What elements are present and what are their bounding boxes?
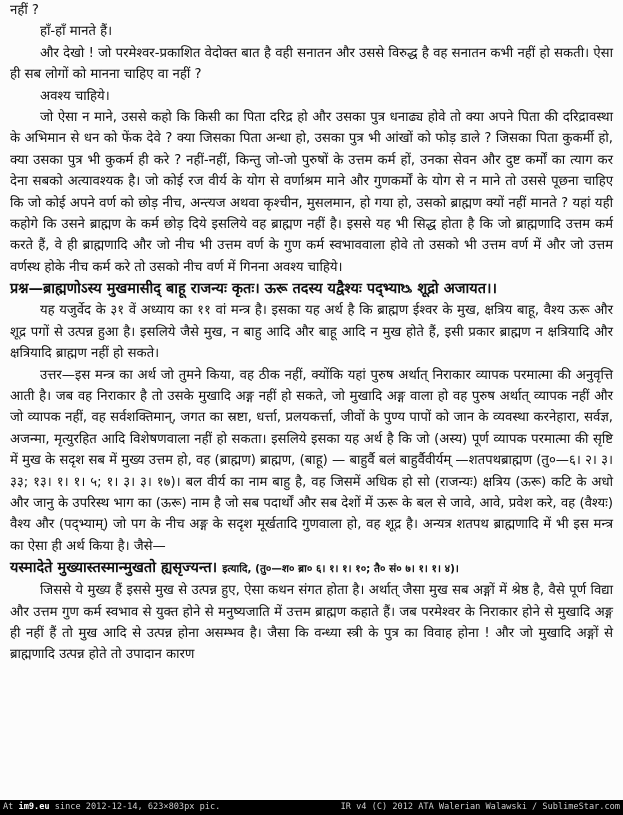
sanskrit-verse-quote [10, 557, 613, 580]
sanskrit-quote-reference: इत्यादि, (तु०—श० ब्रा० ६। १। १। १०; तै० सं० ७। १। १। ४)। [222, 563, 459, 576]
paragraph-short-reply: अवश्य चाहिये। [40, 88, 110, 104]
sanskrit-verse-question: प्रश्न—ब्राह्मणोऽस्य मुखमासीद् बाहू राजन्यः कृतः। ऊरू तदस्य यद्वैश्यः पद्भ्याᳬ शूद्रो अजायत।। [10, 281, 497, 298]
footer-prefix: At [3, 802, 19, 812]
footer-site-link[interactable]: im9.eu [18, 802, 50, 812]
text-line-question-end: नहीं ? [10, 3, 39, 18]
paragraph-agreement: हाँ-हाँ मानते हैं। [40, 24, 113, 40]
paragraph-yajurveda: यह यजुर्वेद के ३१ वें अध्याय का ११ वां मन्त्र है। इसका यह अर्थ है कि ब्राह्मण ईश्वर के मुख, क्षत्रिय बाहू, वैश्य ऊरू और शूद्र पगों से उत्पन्न हुआ है। इसलिये जैसे मुख, न बाहु आदि और बाहू आदि न मुख होते हैं, इसी प्रकार ब्राह्मण न क्षत्रियादि और क्षत्रियादि ब्राह्मण नहीं हो सकते। [10, 303, 613, 362]
footer-left-text [3, 800, 220, 815]
paragraph-sanatan: और देखो ! जो परमेश्वर-प्रकाशित वेदोक्त बात है वही सनातन और उससे विरुद्ध है वह सनातन कभी नहीं हो सकती। ऐसा ही सब लोगों को मानना चाहिए वा नहीं ? [10, 45, 613, 83]
footer-left-rest: since 2012-12-14, 623×803px pic. [49, 802, 221, 812]
paragraph-conclusion: जिससे ये मुख्य हैं इससे मुख से उत्पन्न हुए, ऐसा कथन संगत होता है। अर्थात् जैसा मुख सब अङ्गों में श्रेष्ठ है, वैसे पूर्ण विद्या और उत्तम गुण कर्म स्वभाव से युक्त होने से मनुष्यजाति में उत्तम ब्राह्मण कहाते हैं। जब परमेश्वर के निराकार होने से मुखादि अङ्ग ही नहीं हैं तो मुख आदि से उत्पन्न होना असम्भव है। जैसा कि वन्ध्या स्त्री के पुत्र का विवाह होना ! और जो मुखादि अङ्गों से ब्राह्मणादि उत्पन्न होते तो उपादान कारण [10, 583, 613, 663]
paragraph-answer: उत्तर—इस मन्त्र का अर्थ जो तुमने किया, वह ठीक नहीं, क्योंकि यहां पुरुष अर्थात् निराकार व्यापक परमात्मा की अनुवृत्ति आती है। जब वह निराकार है तो उसके मुखादि अङ्ग नहीं हो सकते, जो मुखादि अङ्ग वाला हो वह पुरुष अर्थात् व्यापक नहीं और जो व्यापक नहीं, वह सर्वशक्तिमान्, जगत का स्रष्टा, धर्त्ता, प्रलयकर्त्ता, जीवों के पुण्य पापों को जान के व्यवस्था करनेहारा, सर्वज्ञ, अजन्मा, मृत्युरहित आदि विशेषणवाला नहीं हो सकता। इसलिये इसका यह अर्थ है कि जो (अस्य) पूर्ण व्यापक परमात्मा की सृष्टि में मुख के सदृश सब में मुख्य उत्तम हो, वह (ब्राह्मण) ब्राह्मण, (बाहू) — बाहुर्वै बलं बाहुर्वैवीर्यम् —शतपथब्राह्मण (तु०—६। २। ३। ३३; १३। १। १। ५; १। ३। ३। १७)। बल वीर्य का नाम बाहु है, वह जिसमें अधिक हो सो (राजन्यः) क्षत्रिय (ऊरू) कटि के अधो और जानु के उपरिस्थ भाग का (ऊरू) नाम है जो सब पदार्थों और सब देशों में ऊरू के बल से जावे, आवे, प्रवेश करे, वह (वैश्यः) वैश्य और (पद्भ्याम्) जो पग के नीच अङ्ग के सदृश मूर्खतादि गुणवाला हो, वह शूद्र है। अन्यत्र शतपथ ब्राह्मणादि में भी इस मन्त्र का ऐसा ही अर्थ किया है। जैसे— [10, 367, 613, 554]
sanskrit-quote-text: यस्मादेते मुख्यास्तस्मान्मुखतो ह्यसृज्यन्त। [10, 560, 218, 577]
watermark-footer-bar [0, 800, 623, 815]
paragraph-varna-argument: जो ऐसा न माने, उससे कहो कि किसी का पिता दरिद्र हो और उसका पुत्र धनाढ्य होवे तो क्या अपने पिता की दरिद्रावस्था के अभिमान से धन को फेंक देवे ? क्या जिसका पिता अन्धा हो, उसका पुत्र भी आंखों को फोड़ डाले ? जिसका पिता कुकर्मी हो, क्या उसका पुत्र भी कुकर्म ही करे ? नहीं-नहीं, किन्तु जो-जो पुरुषों के उत्तम कर्म हों, उनका सेवन और दुष्ट कर्मों का त्याग कर देना सबको अत्यावश्यक है। जो कोई रज वीर्य के योग से वर्णाश्रम माने और गुणकर्मों के योग से न माने तो उससे पूछना चाहिए कि जो कोई अपने वर्ण को छोड़ नीच, अन्त्यज अथवा कृश्चीन, मुसलमान, हो गया हो, उसको ब्राह्मण क्यों नहीं मानते ? यहां यही कहोगे कि उसने ब्राह्मण के कर्म छोड़ दिये इसलिये वह ब्राह्मण नहीं है। इससे यह भी सिद्ध होता है कि जो ब्राह्मणादि उत्तम कर्म करते हैं, वे ही ब्राह्मणादि और जो नीच भी उत्तम वर्ण के गुण कर्म स्वभाववाला होवे तो उसको भी उत्तम वर्ण में और जो उत्तम वर्णस्थ होके नीच कर्म करे तो उसको नीच वर्ण में गिनना अवश्य चाहिये। [10, 110, 613, 275]
footer-right-text: IR v4 (C) 2012 ATA Walerian Walawski / SublimeStar.com [340, 802, 620, 812]
